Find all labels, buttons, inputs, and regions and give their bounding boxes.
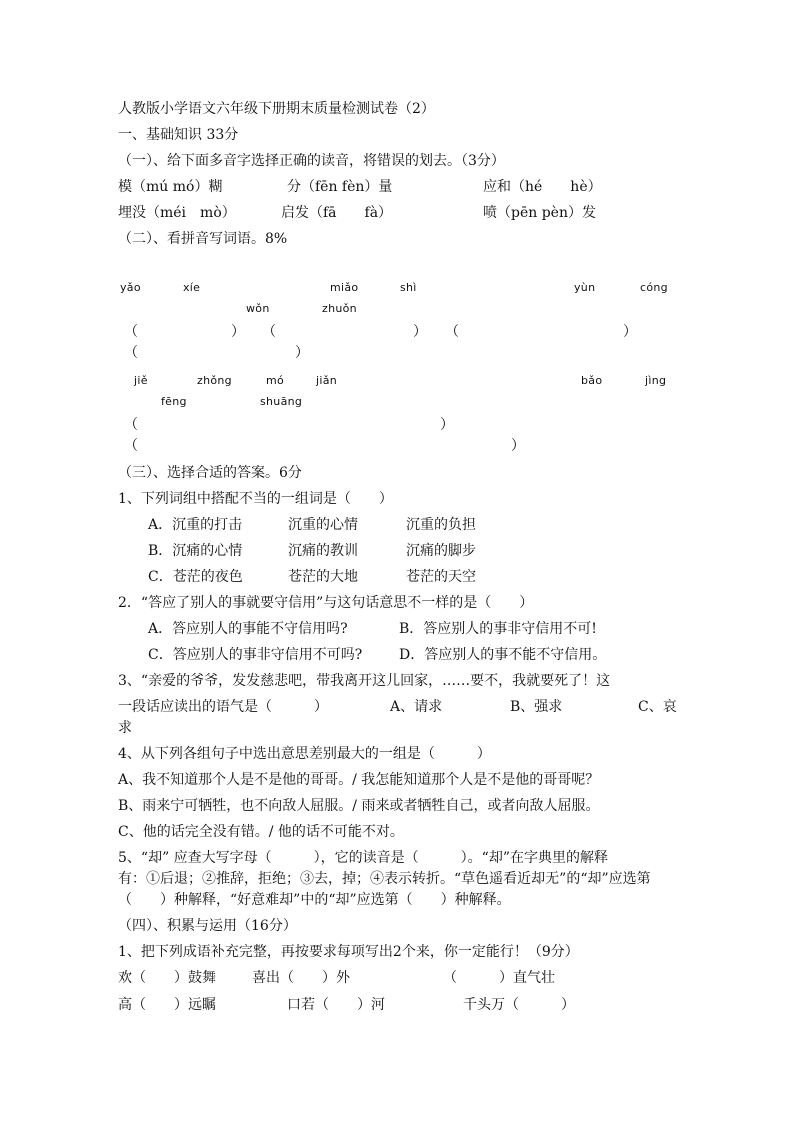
question: 1、下列词组中搭配不当的一组词是（ ）	[118, 491, 393, 507]
option: C．答应别人的事非守信用不可吗?	[148, 647, 363, 663]
pinyin: yùn	[574, 281, 596, 294]
part1-item: 启发（fā fà）	[281, 205, 393, 221]
option: B．答应别人的事非守信用不可!	[399, 621, 597, 637]
question: 1、把下列成语补充完整，再按要求每项写出2个来，你一定能行！（9分）	[118, 944, 579, 960]
part1-heading: （一）、给下面多音字选择正确的读音，将错误的划去。（3分）	[118, 153, 505, 169]
idiom-blank: 高（ ）远瞩	[118, 997, 216, 1013]
part1-item: 模（mú mó）糊	[118, 179, 223, 195]
part1-item: 应和（hé hè）	[483, 179, 602, 195]
option: 沉痛的教训	[288, 543, 358, 559]
pinyin: wǒn	[246, 302, 270, 315]
exam-title: 人教版小学语文六年级下册期末质量检测试卷（2）	[118, 101, 435, 117]
answer-bracket: （	[124, 324, 138, 340]
pinyin: yǎo	[120, 281, 141, 294]
pinyin: jiǎn	[316, 374, 338, 387]
idiom-blank: 口若（ ）河	[287, 997, 385, 1013]
answer-bracket: （	[124, 417, 138, 433]
idiom-blank: （ ）直气壮	[443, 970, 555, 986]
part3-heading: （三）、选择合适的答案。6分	[118, 465, 302, 481]
question: 3、“亲爱的爷爷，发发慈悲吧，带我离开这儿回家，……要不，我就要死了！这	[118, 673, 611, 689]
option: 苍茫的天空	[406, 569, 476, 585]
pinyin: jìng	[645, 374, 667, 387]
idiom-blank: 千头万（ ）	[463, 997, 575, 1013]
part2-heading: （二）、看拼音写词语。8%	[118, 231, 288, 247]
answer-bracket: ）	[623, 324, 637, 340]
option: A、请求	[390, 699, 443, 715]
pinyin: fēng	[161, 395, 187, 408]
answer-bracket: ）	[231, 324, 245, 340]
pinyin: xíe	[183, 281, 201, 294]
question: 5、“却” 应查大写字母（ ），它的读音是（ ）。“却”在字典里的解释	[118, 850, 608, 866]
pinyin: bǎo	[581, 374, 603, 387]
idiom-blank: 欢（ ）鼓舞	[118, 970, 216, 986]
option: 沉重的心情	[288, 517, 358, 533]
question-line: 有：①后退；②推辞，拒绝；③去，掉；④表示转折。“草色遥看近却无”的“却”应选第	[118, 871, 651, 887]
option: D．答应别人的事不能不守信用。	[399, 647, 607, 663]
pinyin: zhǒng	[197, 374, 232, 387]
option: 沉重的负担	[406, 517, 476, 533]
question-line: （ ）种解释，“好意难却”中的“却”应选第（ ）种解释。	[118, 892, 511, 908]
option: B．沉痛的心情	[148, 543, 243, 559]
part4-heading: （四）、积累与运用（16分）	[118, 918, 297, 934]
part1-item: 喷（pēn pèn）发	[483, 205, 596, 221]
pinyin: zhuǒn	[322, 302, 357, 315]
pinyin: cóng	[640, 281, 668, 294]
option: A．答应别人的事能不守信用吗?	[148, 621, 348, 637]
question-line: 求	[118, 720, 132, 736]
pinyin: shì	[400, 281, 417, 294]
option: C．苍茫的夜色	[148, 569, 243, 585]
answer-bracket: （	[124, 438, 138, 454]
part1-item: 分（fēn fèn）量	[287, 179, 393, 195]
part1-item: 埋没（méi mò）	[118, 205, 236, 221]
answer-bracket: ）	[440, 417, 454, 433]
question: 2．“答应了别人的事就要守信用”与这句话意思不一样的是（ ）	[118, 595, 534, 611]
pinyin: mó	[266, 374, 285, 387]
option: C、哀	[638, 699, 677, 715]
option: A、我不知道那个人是不是他的哥哥。/ 我怎能知道那个人是不是他的哥哥呢？	[118, 772, 600, 788]
pinyin: jiě	[134, 374, 148, 387]
question-line: 一段话应读出的语气是（ ）	[118, 699, 328, 715]
option: B、强求	[510, 699, 563, 715]
option: 苍茫的大地	[288, 569, 358, 585]
answer-bracket: ）	[413, 324, 427, 340]
option: C、他的话完全没有错。/ 他的话不可能不对。	[118, 824, 404, 840]
option: B、雨来宁可牺牲，也不向敌人屈服。/ 雨来或者牺牲自己，或者向敌人屈服。	[118, 798, 600, 814]
pinyin: shuāng	[260, 395, 303, 408]
answer-bracket: （	[124, 345, 138, 361]
option: 沉痛的脚步	[406, 543, 476, 559]
answer-bracket: ）	[295, 345, 309, 361]
question: 4、从下列各组句子中选出意思差别最大的一组是（ ）	[118, 746, 491, 762]
idiom-blank: 喜出（ ）外	[252, 970, 350, 986]
answer-bracket: （	[445, 324, 459, 340]
answer-bracket: ）	[511, 438, 525, 454]
answer-bracket: （	[262, 324, 276, 340]
option: A．沉重的打击	[148, 517, 243, 533]
pinyin: miǎo	[330, 281, 359, 294]
section-basic-knowledge: 一、基础知识 33分	[118, 127, 239, 143]
